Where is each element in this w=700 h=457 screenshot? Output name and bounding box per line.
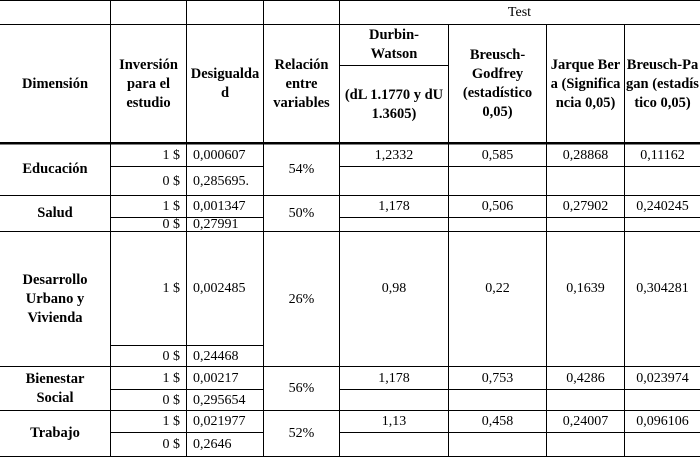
jarque-bera-cell: 0,28868 — [562, 147, 609, 163]
investment-cell: 1 $ — [162, 281, 180, 296]
breusch-pagan-cell: 0,11162 — [640, 147, 685, 163]
breusch-godfrey-header: Breusch-Godfrey (estadístico 0,05) — [462, 47, 533, 120]
inequality-cell: 0,295654 — [193, 392, 246, 408]
relation-header: Relación entre variables — [273, 56, 330, 111]
inequality-cell: 0,002485 — [193, 281, 246, 296]
relation-cell: 26% — [288, 291, 315, 307]
relation-cell: 56% — [288, 381, 315, 396]
inequality-cell: 0,001347 — [193, 199, 246, 214]
breusch-pagan-cell: 0,240245 — [636, 199, 689, 214]
relation-cell: 52% — [288, 426, 315, 441]
durbin-watson-header: Durbin-Watson — [369, 27, 419, 62]
breusch-godfrey-cell: 0,753 — [481, 370, 514, 386]
jarque-bera-cell: 0,27902 — [562, 199, 609, 214]
investment-cell: 1 $ — [162, 414, 180, 429]
dimension-header: Dimensión — [21, 75, 89, 92]
jarque-bera-cell: 0,4286 — [566, 370, 605, 386]
inequality-cell: 0,021977 — [193, 414, 246, 429]
investment-cell: 0 $ — [162, 217, 180, 232]
inequality-header: Desigualdad — [190, 66, 260, 101]
investment-cell: 1 $ — [162, 147, 180, 163]
investment-cell: 0 $ — [162, 173, 180, 189]
breusch-godfrey-cell: 0,585 — [481, 147, 514, 163]
relation-cell: 54% — [288, 162, 315, 177]
dimension-cell: Desarrollo Urbano y Vivienda — [22, 271, 88, 326]
breusch-pagan-header: Breusch-Pagan (estadístico 0,05) — [626, 56, 699, 111]
relation-cell: 50% — [288, 206, 315, 221]
dimension-cell: Salud — [37, 205, 73, 221]
durbin-watson-cell: 1,2332 — [374, 147, 414, 163]
inequality-cell: 0,00217 — [193, 370, 239, 386]
breusch-godfrey-cell: 0,458 — [481, 414, 514, 429]
breusch-pagan-cell: 0,023974 — [636, 370, 689, 386]
breusch-godfrey-cell: 0,506 — [481, 199, 514, 214]
jarque-bera-header: Jarque Bera (Significancia 0,05) — [550, 56, 621, 111]
durbin-watson-cell: 0,98 — [381, 281, 407, 296]
investment-cell: 0 $ — [162, 348, 180, 364]
inequality-cell: 0,24468 — [193, 348, 239, 364]
test-group-header: Test — [507, 5, 532, 20]
breusch-pagan-cell: 0,096106 — [636, 414, 689, 429]
investment-cell: 0 $ — [162, 392, 180, 408]
durbin-watson-cell: 1,178 — [378, 370, 410, 386]
durbin-watson-bounds: (dL 1.1770 y dU 1.3605) — [344, 86, 444, 122]
investment-header: Inversión para el estudio — [119, 56, 178, 111]
investment-cell: 0 $ — [162, 437, 180, 452]
inequality-cell: 0,285695. — [193, 173, 249, 189]
dimension-cell: Bienestar Social — [25, 370, 85, 406]
jarque-bera-cell: 0,1639 — [566, 281, 605, 296]
investment-cell: 1 $ — [162, 370, 180, 386]
inequality-cell: 0,000607 — [193, 147, 246, 163]
inequality-cell: 0,27991 — [193, 217, 239, 232]
durbin-watson-cell: 1,178 — [378, 199, 410, 214]
breusch-godfrey-cell: 0,22 — [485, 281, 510, 296]
jarque-bera-cell: 0,24007 — [562, 414, 609, 429]
inequality-cell: 0,2646 — [193, 437, 232, 452]
breusch-pagan-cell: 0,304281 — [636, 281, 689, 296]
dimension-cell: Trabajo — [30, 425, 80, 441]
dimension-cell: Educación — [22, 161, 88, 177]
investment-cell: 1 $ — [162, 199, 180, 214]
durbin-watson-cell: 1,13 — [381, 414, 407, 429]
